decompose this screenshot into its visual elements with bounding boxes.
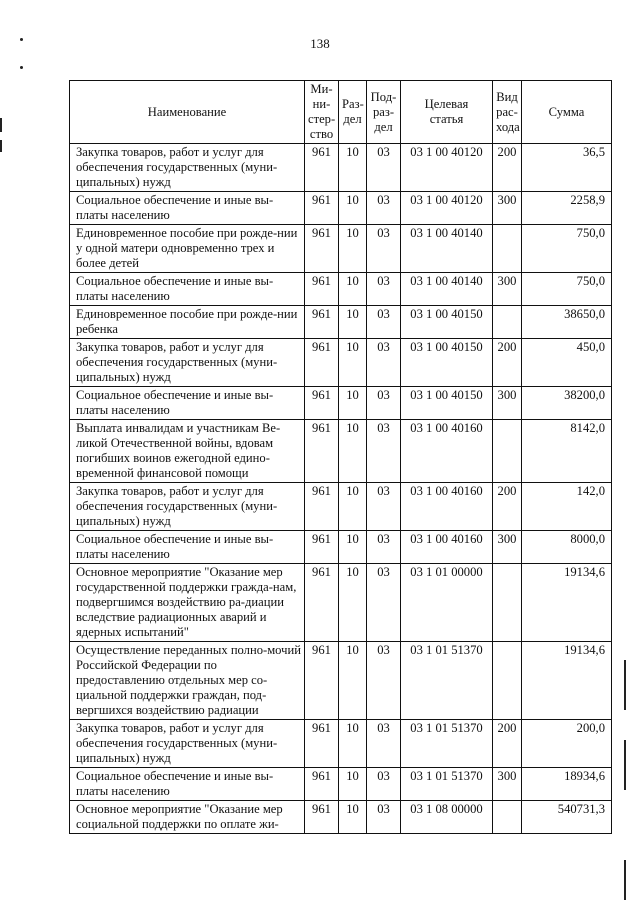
row-sum-cell: 8142,0 [522, 420, 612, 483]
row-kind-cell: 300 [493, 768, 522, 801]
row-sum-cell: 750,0 [522, 225, 612, 273]
row-section-cell: 10 [339, 387, 367, 420]
row-subsection-cell: 03 [367, 192, 401, 225]
row-kind-cell: 200 [493, 720, 522, 768]
row-subsection-cell: 03 [367, 144, 401, 192]
row-target-cell: 03 1 00 40120 [401, 144, 493, 192]
row-subsection-cell: 03 [367, 273, 401, 306]
row-name-cell: Закупка товаров, работ и услуг для обеспечения государственных (муни-ципальных) нужд [70, 483, 305, 531]
table-row [70, 273, 612, 306]
row-name-cell: Основное мероприятие "Оказание мер социальной поддержки по оплате жи- [70, 801, 305, 834]
table-row [70, 642, 612, 720]
row-section-cell: 10 [339, 306, 367, 339]
row-sum-cell: 36,5 [522, 144, 612, 192]
row-target-cell: 03 1 01 51370 [401, 642, 493, 720]
row-name-cell: Единовременное пособие при рожде-нии у одной матери одновременно трех и более детей [70, 225, 305, 273]
table-row [70, 339, 612, 387]
row-sum-cell: 450,0 [522, 339, 612, 387]
table-row [70, 192, 612, 225]
table-row [70, 531, 612, 564]
scan-edge-mark [0, 140, 2, 152]
row-target-cell: 03 1 00 40150 [401, 387, 493, 420]
row-subsection-cell: 03 [367, 483, 401, 531]
row-target-cell: 03 1 00 40160 [401, 420, 493, 483]
row-kind-cell [493, 564, 522, 642]
budget-table [69, 80, 612, 834]
header-subsection: Под- раз- дел [367, 81, 401, 144]
scan-edge-mark [624, 740, 626, 790]
row-name-cell: Единовременное пособие при рожде-нии ребенка [70, 306, 305, 339]
row-kind-cell [493, 642, 522, 720]
row-sum-cell: 200,0 [522, 720, 612, 768]
table-row [70, 144, 612, 192]
table-row [70, 306, 612, 339]
table-row [70, 483, 612, 531]
row-sum-cell: 8000,0 [522, 531, 612, 564]
row-kind-cell: 200 [493, 339, 522, 387]
scan-edge-mark [624, 660, 626, 710]
row-sum-cell: 38200,0 [522, 387, 612, 420]
header-section: Раз- дел [339, 81, 367, 144]
row-sum-cell: 38650,0 [522, 306, 612, 339]
row-kind-cell: 300 [493, 531, 522, 564]
row-target-cell: 03 1 00 40140 [401, 273, 493, 306]
row-ministry-cell: 961 [305, 192, 339, 225]
row-target-cell: 03 1 00 40160 [401, 531, 493, 564]
row-section-cell: 10 [339, 768, 367, 801]
row-subsection-cell: 03 [367, 564, 401, 642]
row-target-cell: 03 1 00 40150 [401, 306, 493, 339]
table-row [70, 720, 612, 768]
table-row [70, 801, 612, 834]
row-kind-cell: 200 [493, 144, 522, 192]
row-subsection-cell: 03 [367, 768, 401, 801]
row-target-cell: 03 1 00 40120 [401, 192, 493, 225]
row-subsection-cell: 03 [367, 225, 401, 273]
row-kind-cell [493, 225, 522, 273]
row-name-cell: Социальное обеспечение и иные вы-платы населению [70, 387, 305, 420]
row-section-cell: 10 [339, 273, 367, 306]
scan-dot [20, 38, 23, 41]
row-ministry-cell: 961 [305, 273, 339, 306]
row-target-cell: 03 1 01 51370 [401, 720, 493, 768]
row-name-cell: Социальное обеспечение и иные вы-платы населению [70, 531, 305, 564]
table-header-row [70, 81, 612, 144]
row-ministry-cell: 961 [305, 768, 339, 801]
row-name-cell: Осуществление переданных полно-мочий Российской Федерации по предоставлению отдельных мер со-циальной поддержки граждан, под-вергшихся воздействию радиации [70, 642, 305, 720]
row-kind-cell: 200 [493, 483, 522, 531]
row-ministry-cell: 961 [305, 144, 339, 192]
row-sum-cell: 19134,6 [522, 642, 612, 720]
row-ministry-cell: 961 [305, 225, 339, 273]
row-section-cell: 10 [339, 483, 367, 531]
row-ministry-cell: 961 [305, 306, 339, 339]
row-section-cell: 10 [339, 144, 367, 192]
scan-dot [20, 66, 23, 69]
row-name-cell: Закупка товаров, работ и услуг для обеспечения государственных (муни-ципальных) нужд [70, 339, 305, 387]
row-kind-cell [493, 306, 522, 339]
row-kind-cell: 300 [493, 192, 522, 225]
row-sum-cell: 540731,3 [522, 801, 612, 834]
row-kind-cell [493, 420, 522, 483]
row-name-cell: Социальное обеспечение и иные вы-платы населению [70, 273, 305, 306]
row-section-cell: 10 [339, 642, 367, 720]
row-subsection-cell: 03 [367, 531, 401, 564]
header-ministry: Ми- ни- стер- ство [305, 81, 339, 144]
row-name-cell: Основное мероприятие "Оказание мер государственной поддержки гражда-нам, подвергшимся воздействию ра-диации вследствие радиационных аварий и ядерных испытаний" [70, 564, 305, 642]
row-target-cell: 03 1 00 40140 [401, 225, 493, 273]
row-section-cell: 10 [339, 531, 367, 564]
header-kind: Вид рас- хода [493, 81, 522, 144]
row-subsection-cell: 03 [367, 642, 401, 720]
row-sum-cell: 19134,6 [522, 564, 612, 642]
row-name-cell: Социальное обеспечение и иные вы-платы населению [70, 768, 305, 801]
header-sum: Сумма [522, 81, 612, 144]
row-sum-cell: 750,0 [522, 273, 612, 306]
row-section-cell: 10 [339, 720, 367, 768]
table-row [70, 564, 612, 642]
row-name-cell: Закупка товаров, работ и услуг для обеспечения государственных (муни-ципальных) нужд [70, 144, 305, 192]
row-subsection-cell: 03 [367, 720, 401, 768]
row-subsection-cell: 03 [367, 339, 401, 387]
row-ministry-cell: 961 [305, 531, 339, 564]
table-row [70, 387, 612, 420]
scan-edge-mark [0, 118, 2, 132]
header-name: Наименование [70, 81, 305, 144]
row-sum-cell: 2258,9 [522, 192, 612, 225]
row-sum-cell: 142,0 [522, 483, 612, 531]
row-subsection-cell: 03 [367, 387, 401, 420]
row-ministry-cell: 961 [305, 420, 339, 483]
row-ministry-cell: 961 [305, 720, 339, 768]
row-ministry-cell: 961 [305, 339, 339, 387]
row-subsection-cell: 03 [367, 420, 401, 483]
row-section-cell: 10 [339, 801, 367, 834]
page-number: 138 [310, 36, 330, 51]
row-kind-cell: 300 [493, 387, 522, 420]
row-subsection-cell: 03 [367, 306, 401, 339]
row-section-cell: 10 [339, 564, 367, 642]
row-target-cell: 03 1 01 51370 [401, 768, 493, 801]
row-section-cell: 10 [339, 225, 367, 273]
row-subsection-cell: 03 [367, 801, 401, 834]
row-target-cell: 03 1 01 00000 [401, 564, 493, 642]
row-name-cell: Закупка товаров, работ и услуг для обеспечения государственных (муни-ципальных) нужд [70, 720, 305, 768]
row-ministry-cell: 961 [305, 642, 339, 720]
row-section-cell: 10 [339, 420, 367, 483]
row-kind-cell [493, 801, 522, 834]
row-target-cell: 03 1 08 00000 [401, 801, 493, 834]
row-section-cell: 10 [339, 192, 367, 225]
row-target-cell: 03 1 00 40150 [401, 339, 493, 387]
row-ministry-cell: 961 [305, 801, 339, 834]
row-kind-cell: 300 [493, 273, 522, 306]
row-name-cell: Социальное обеспечение и иные вы-платы населению [70, 192, 305, 225]
row-ministry-cell: 961 [305, 387, 339, 420]
row-ministry-cell: 961 [305, 483, 339, 531]
row-name-cell: Выплата инвалидам и участникам Ве-ликой Отечественной войны, вдовам погибших воинов ежегодной едино-временной финансовой помощи [70, 420, 305, 483]
row-target-cell: 03 1 00 40160 [401, 483, 493, 531]
row-ministry-cell: 961 [305, 564, 339, 642]
row-sum-cell: 18934,6 [522, 768, 612, 801]
table-row [70, 225, 612, 273]
row-section-cell: 10 [339, 339, 367, 387]
header-target: Целевая статья [401, 81, 493, 144]
table-row [70, 768, 612, 801]
scan-edge-mark [624, 860, 626, 900]
table-row [70, 420, 612, 483]
